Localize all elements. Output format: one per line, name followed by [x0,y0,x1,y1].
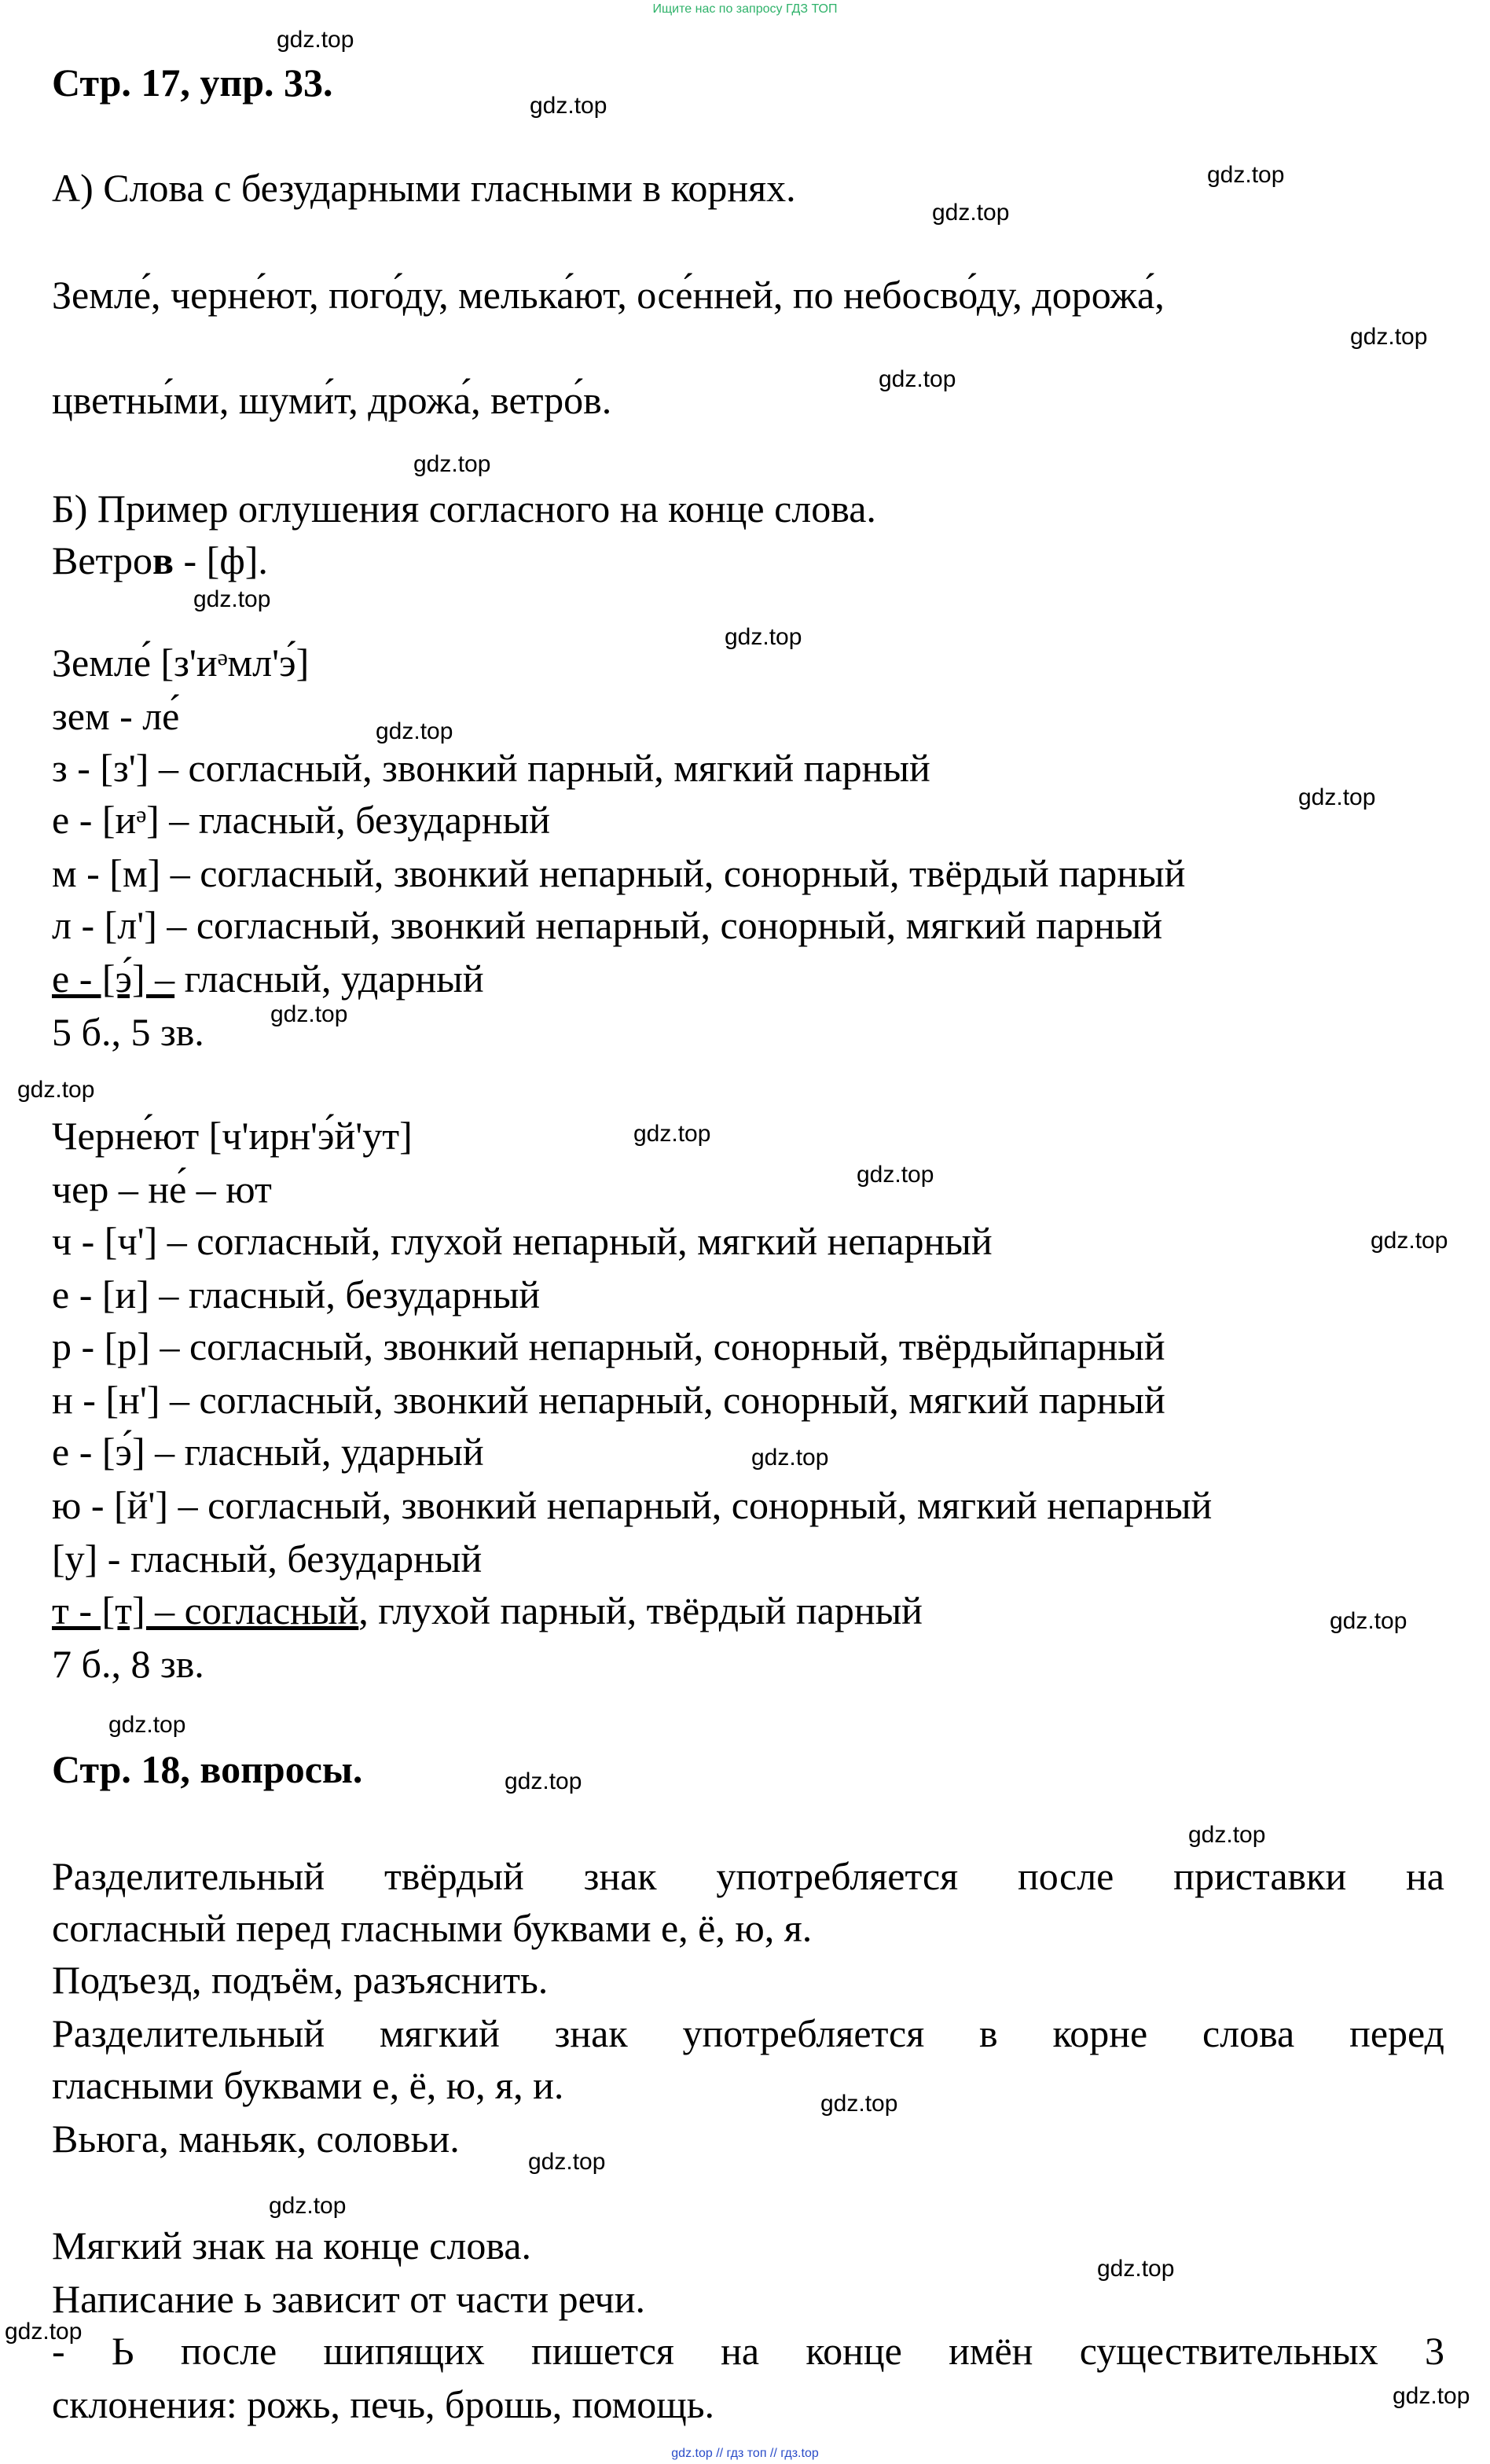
example-word: Ветро [52,538,153,582]
section-b-title: Б) Пример оглушения согласного на конце слова. [52,487,876,531]
zemle-syllables: зем - ле́ [52,694,180,738]
watermark: gdz.top [376,718,453,744]
cherneyut-sound-4: н - [н'] – согласный, звонкий непарный, сонорный, мягкий парный [52,1378,1165,1422]
cherneyut-sound-6: ю - [й'] – согласный, звонкий непарный, сонорный, мягкий непарный [52,1483,1213,1527]
answer-2-line2: гласными буквами е, ё, ю, я, и. [52,2063,564,2107]
top-banner[interactable]: Ищите нас по запросу ГДЗ ТОП [652,2,838,16]
watermark: gdz.top [530,93,607,119]
watermark: gdz.top [1350,324,1428,350]
answer-1-line2: согласный перед гласными буквами е, ё, ю, я. [52,1906,813,1950]
cherneyut-sound-8 [52,1586,923,1635]
watermark: gdz.top [505,1768,582,1794]
zemle-transcription: Земле́ [з'иᵊмл'э́] [52,641,310,685]
answer-3-line4: склонения: рожь, печь, брошь, помощь. [52,2382,715,2426]
answer-2-line1: Разделительный мягкий знак употребляется в корне слова перед [52,2011,1444,2055]
zemle-count: 5 б., 5 зв. [52,1010,204,1054]
watermark: gdz.top [1330,1608,1407,1634]
watermark: gdz.top [1371,1228,1448,1254]
watermark: gdz.top [17,1077,95,1103]
answer-1-line1: Разделительный твёрдый знак употребляется после приставки на [52,1854,1444,1898]
cherneyut-sound-5: е - [э́] – гласный, ударный [52,1430,484,1474]
zemle-sound-5 [52,954,484,1003]
watermark: gdz.top [725,624,802,650]
answer-3-line3: - Ь после шипящих пишется на конце имён существительных 3 [52,2329,1444,2373]
zemle-sound-1: з - [з'] – согласный, звонкий парный, мягкий парный [52,746,930,790]
heading-page-18: Стр. 18, вопросы. [52,1747,363,1791]
watermark: gdz.top [932,200,1010,226]
answer-3-line1: Мягкий знак на конце слова. [52,2223,531,2268]
watermark: gdz.top [193,586,271,612]
cherneyut-sound-7: [у] - гласный, безударный [52,1537,483,1581]
rest-part: гласный, ударный [174,957,484,1001]
example-bold-letter: в [152,538,174,582]
watermark: gdz.top [269,2193,347,2219]
zemle-sound-3: м - [м] – согласный, звонкий непарный, сонорный, твёрдый парный [52,851,1186,895]
watermark: gdz.top [270,1001,348,1027]
cherneyut-count: 7 б., 8 зв. [52,1642,204,1686]
cherneyut-sound-1: ч - [ч'] – согласный, глухой непарный, мягкий непарный [52,1219,993,1263]
answer-3-line2: Написание ь зависит от части речи. [52,2277,645,2321]
watermark: gdz.top [751,1445,829,1471]
watermark: gdz.top [879,366,956,392]
watermark: gdz.top [857,1162,934,1188]
section-a-words-line1: Земле́, черне́ют, пого́ду, мелька́ют, осе́нней, по небосво́ду, дорожа́, [52,273,1165,317]
watermark: gdz.top [5,2319,83,2345]
cherneyut-sound-2: е - [и] – гласный, безударный [52,1272,541,1316]
watermark: gdz.top [277,27,354,53]
watermark: gdz.top [1188,1822,1266,1848]
watermark: gdz.top [108,1712,186,1738]
watermark: gdz.top [633,1121,711,1147]
section-a-words-line2: цветны́ми, шуми́т, дрожа́, ветро́в. [52,378,612,422]
section-b-example [52,536,268,585]
zemle-sound-2: е - [иᵊ] – гласный, безударный [52,798,551,842]
heading-page-17: Стр. 17, упр. 33. [52,61,333,105]
cherneyut-syllables: чер – не́ – ют [52,1167,272,1211]
rest-part: , глухой парный, твёрдый парный [358,1588,923,1632]
zemle-sound-4: л - [л'] – согласный, звонкий непарный, сонорный, мягкий парный [52,903,1163,947]
answer-1-examples: Подъезд, подъём, разъяснить. [52,1958,549,2002]
underlined-part: е - [э́] – [52,957,175,1001]
underlined-part: т - [т] – согласный [52,1588,359,1632]
bottom-banner[interactable]: gdz.top // гдз топ // гдз.top [671,2447,819,2460]
section-a-title: А) Слова с безударными гласными в корнях. [52,166,796,210]
answer-2-examples: Вьюга, маньяк, соловьи. [52,2117,460,2161]
watermark: gdz.top [1393,2383,1470,2409]
cherneyut-sound-3: р - [р] – согласный, звонкий непарный, сонорный, твёрдыйпарный [52,1324,1165,1368]
watermark: gdz.top [820,2091,898,2117]
watermark: gdz.top [413,451,491,477]
watermark: gdz.top [528,2149,606,2175]
watermark: gdz.top [1207,162,1285,188]
example-transcription: - [ф]. [174,538,268,582]
watermark: gdz.top [1097,2256,1175,2282]
watermark: gdz.top [1298,784,1376,810]
cherneyut-transcription: Черне́ют [ч'ирн'э́й'ут] [52,1114,413,1158]
